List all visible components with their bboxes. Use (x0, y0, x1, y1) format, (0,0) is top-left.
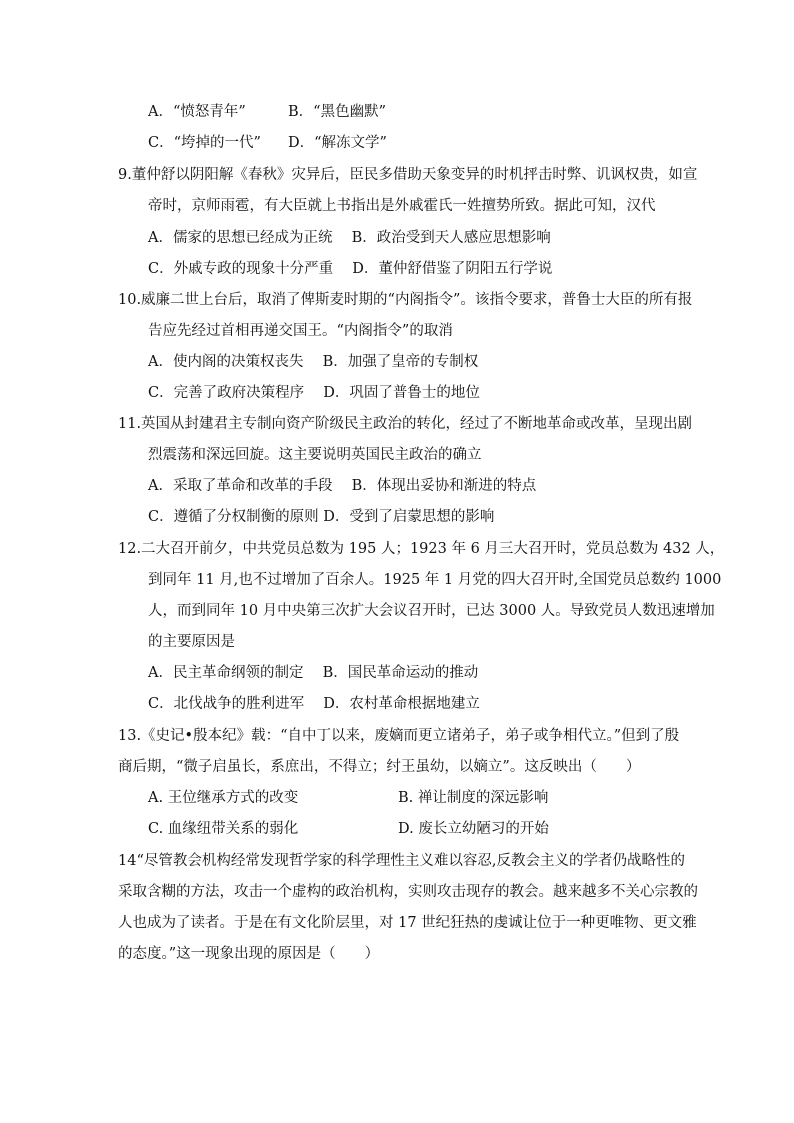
q12-stem-line-2: 到同年 11 月,也不过增加了百余人。1925 年 1 月党的四大召开时,全国党员总数约 1000 (148, 572, 722, 588)
q9-stem-line-1: 9.董仲舒以阴阳解《春秋》灾异后，臣民多借助天象变异的时机抨击时弊、讥讽权贵，如宣 (118, 167, 698, 183)
q13-option-b: B. 禅让制度的深远影响 (398, 790, 549, 806)
q8-option-d: D．“解冻文学” (288, 135, 387, 151)
q9-options-ab: A．儒家的思想已经成为正统 B．政治受到天人感应思想影响 (148, 230, 551, 246)
q8-option-a: A．“愤怒青年” (148, 104, 246, 120)
q12-options-cd: C．北伐战争的胜利进军 D．农村革命根据地建立 (148, 696, 480, 712)
q12-stem-line-3: 人，而到同年 10 月中央第三次扩大会议召开时，已达 3000 人。导致党员人数迅速增加 (148, 603, 715, 619)
q13-option-c: C. 血缘纽带关系的弱化 (148, 821, 299, 837)
q10-stem-line-1: 10.威廉二世上台后，取消了俾斯麦时期的“内阁指令”。该指令要求，普鲁士大臣的所有报 (118, 292, 693, 308)
q10-options-cd: C．完善了政府决策程序 D．巩固了普鲁士的地位 (148, 385, 480, 401)
q11-stem-line-2: 烈震荡和深远回旋。这主要说明英国民主政治的确立 (148, 447, 482, 463)
q10-options-ab: A．使内阁的决策权丧失 B．加强了皇帝的专制权 (148, 354, 479, 370)
q13-stem-line-2: 商后期，“微子启虽长，系庶出，不得立；纣王虽幼，以嫡立”。这反映出（ ） (118, 759, 641, 775)
q11-options-cd: C．遵循了分权制衡的原则 D．受到了启蒙思想的影响 (148, 509, 495, 525)
q10-stem-line-2: 告应先经过首相再递交国王。“内阁指令”的取消 (148, 323, 453, 339)
q9-options-cd: C．外戚专政的现象十分严重 D．董仲舒借鉴了阴阳五行学说 (148, 261, 553, 277)
q14-stem-line-2: 采取含糊的方法，攻击一个虚构的政治机构，实则攻击现存的教会。越来越多不关心宗教的 (118, 884, 698, 900)
q13-option-a: A. 王位继承方式的改变 (148, 790, 299, 806)
q14-stem-line-4: 的态度。”这一现象出现的原因是（ ） (118, 946, 380, 962)
q11-options-ab: A．采取了革命和改革的手段 B．体现出妥协和渐进的特点 (148, 478, 537, 494)
q9-stem-line-2: 帝时，京师雨雹，有大臣就上书指出是外戚霍氏一姓擅势所致。据此可知，汉代 (148, 198, 656, 214)
q14-stem-line-1: 14“尽管教会机构经常发现哲学家的科学理性主义难以容忍,反教会主义的学者仍战略性的 (118, 853, 685, 869)
q8-option-b: B．“黑色幽默” (288, 104, 386, 120)
q12-stem-line-4: 的主要原因是 (148, 634, 235, 650)
q12-stem-line-1: 12.二大召开前夕，中共党员总数为 195 人；1923 年 6 月三大召开时，党员总数为 432 人， (118, 541, 725, 557)
q11-stem-line-1: 11.英国从封建君主专制向资产阶级民主政治的转化，经过了不断地革命或改革，呈现出剧 (118, 416, 693, 432)
q13-option-d: D. 废长立幼陋习的开始 (398, 821, 549, 837)
q8-option-c: C．“垮掉的一代” (148, 135, 261, 151)
q12-options-ab: A．民主革命纲领的制定 B．国民革命运动的推动 (148, 665, 479, 681)
q14-stem-line-3: 人也成为了读者。于是在有文化阶层里，对 17 世纪狂热的虔诚让位于一种更唯物、更文雅 (118, 915, 697, 931)
q13-stem-line-1: 13.《史记•殷本纪》载：“自中丁以来，废嫡而更立诸弟子，弟子或争相代立。”但到了殷 (118, 728, 680, 744)
